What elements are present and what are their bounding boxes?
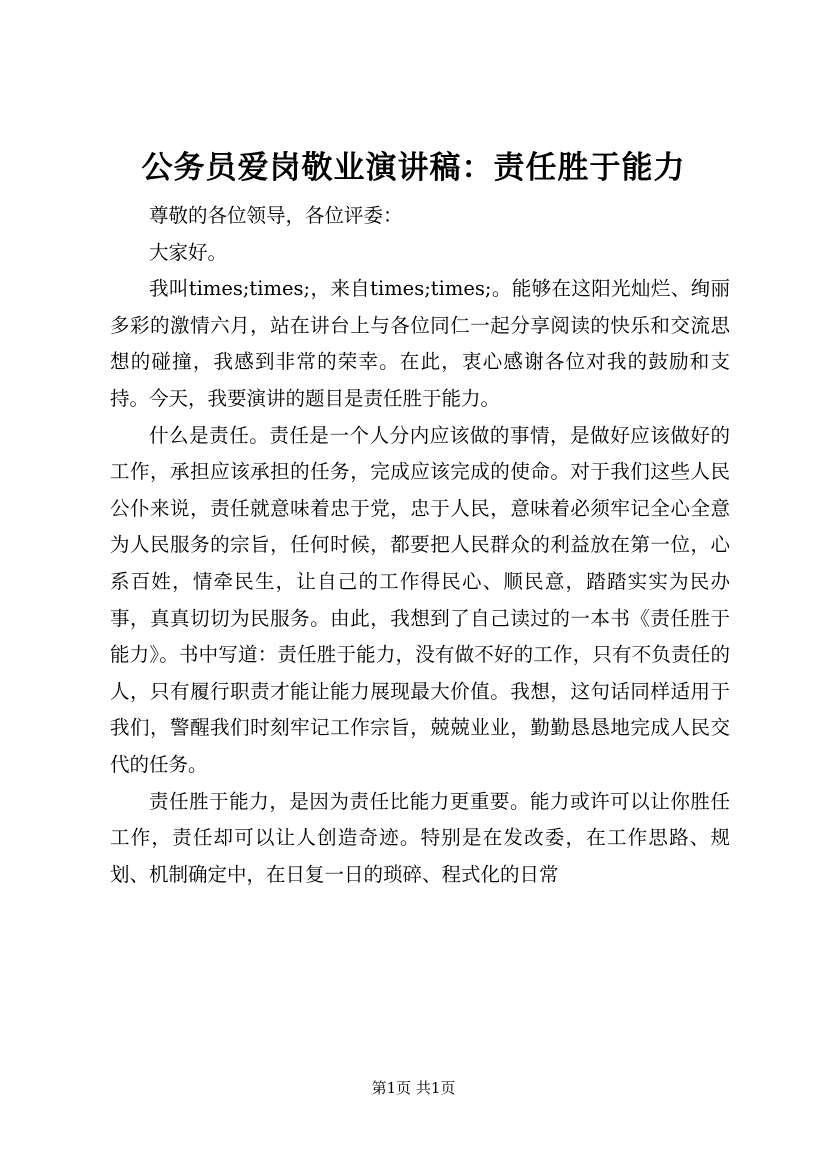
- paragraph-salutation: 尊敬的各位领导，各位评委：: [149, 204, 403, 227]
- document-body: [110, 198, 730, 893]
- paragraph-what-is-responsibility: 什么是责任。责任是一个人分内应该做的事情，是做好应该做好的工作，承担应该承担的任务，完成应该完成的使命。对于我们这些人民公仆来说，责任就意味着忠于党，忠于人民，意味着必须牢记全心全意为人民服务的宗旨，任何时候，都要把人民群众的利益放在第一位，心系百姓，情牵民生，让自己的工作得民心、顺民意，踏踏实实为民办事，真真切切为民服务。由此，我想到了自己读过的一本书《责任胜于能力》。书中写道：责任胜于能力，没有做不好的工作，只有不负责任的人，只有履行职责才能让能力展现最大价值。我想，这句话同样适用于我们，警醒我们时刻牢记工作宗旨，兢兢业业，勤勤恳恳地完成人民交代的任务。: [110, 423, 730, 776]
- paragraph-greeting: 大家好。: [149, 240, 228, 264]
- paragraph-introduction: 我叫times;times;，来自times;times;。能够在这阳光灿烂、绚丽多彩的激情六月，站在讲台上与各位同仁一起分享阅读的快乐和交流思想的碰撞，我感到非常的荣幸。在此，衷心感谢各位对我的鼓励和支持。今天，我要演讲的题目是责任胜于能力。: [110, 277, 730, 410]
- document-title: 公务员爱岗敬业演讲稿：责任胜于能力: [141, 150, 686, 186]
- page-footer: 第1页 共1页: [371, 1079, 456, 1097]
- paragraph-responsibility-over-ability: 责任胜于能力，是因为责任比能力更重要。能力或许可以让你胜任工作，责任却可以让人创造奇迹。特别是在发改委，在工作思路、规划、机制确定中，在日复一日的琐碎、程式化的日常: [110, 789, 730, 886]
